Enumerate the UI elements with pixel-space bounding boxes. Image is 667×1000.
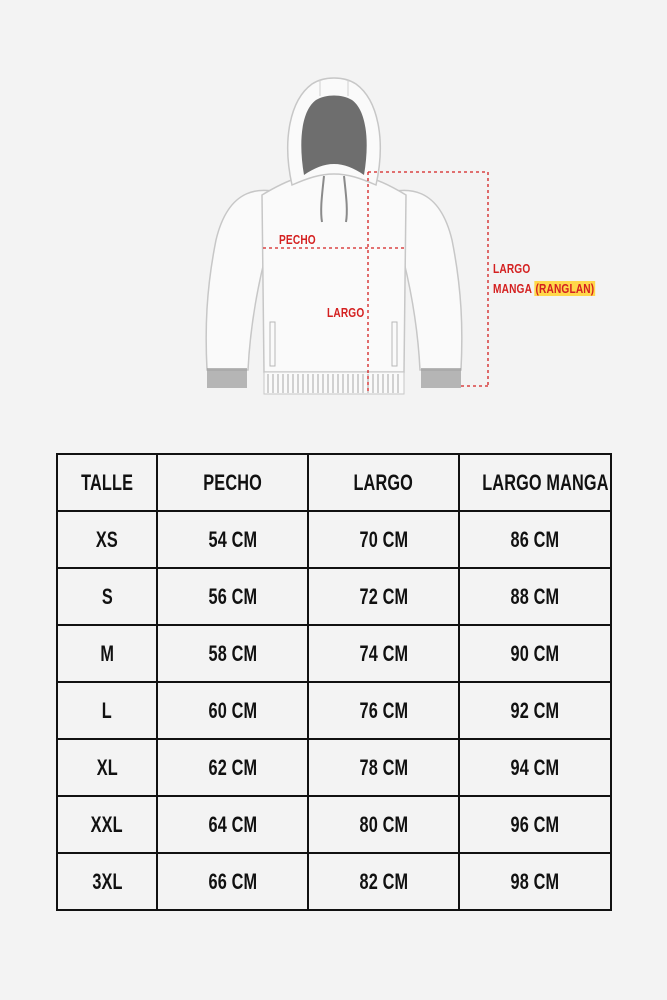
hoodie-right-cuff	[421, 368, 461, 388]
hoodie-left-cuff	[207, 368, 247, 388]
sleeve-cell: 98 CM	[459, 853, 611, 910]
table-row	[57, 682, 611, 739]
size-cell: 3XL	[57, 853, 157, 910]
table-row	[57, 739, 611, 796]
size-cell: XXL	[57, 796, 157, 853]
hoodie-hood-inner	[301, 96, 366, 176]
table-row	[57, 796, 611, 853]
length-label: LARGO	[327, 305, 365, 320]
length-cell: 76 CM	[308, 682, 459, 739]
sleeve-label-ranglan: (RANGLAN)	[535, 281, 595, 296]
size-cell: L	[57, 682, 157, 739]
length-cell: 82 CM	[308, 853, 459, 910]
sleeve-cell: 94 CM	[459, 739, 611, 796]
chest-cell: 54 CM	[157, 511, 308, 568]
hoodie-body	[262, 172, 406, 372]
length-cell: 80 CM	[308, 796, 459, 853]
header-largo: LARGO	[308, 454, 459, 511]
header-talle: TALLE	[57, 454, 157, 511]
size-table	[56, 453, 612, 911]
chest-cell: 64 CM	[157, 796, 308, 853]
length-cell: 78 CM	[308, 739, 459, 796]
table-row	[57, 625, 611, 682]
header-largo-manga: LARGO MANGA	[459, 454, 611, 511]
size-cell: M	[57, 625, 157, 682]
length-cell: 72 CM	[308, 568, 459, 625]
sleeve-label-manga: MANGA	[493, 281, 532, 296]
table-row	[57, 853, 611, 910]
chest-cell: 56 CM	[157, 568, 308, 625]
chest-cell: 66 CM	[157, 853, 308, 910]
header-pecho: PECHO	[157, 454, 308, 511]
size-cell: XL	[57, 739, 157, 796]
chest-label: PECHO	[279, 232, 316, 247]
table-row	[57, 511, 611, 568]
length-cell: 74 CM	[308, 625, 459, 682]
size-cell: S	[57, 568, 157, 625]
chest-cell: 62 CM	[157, 739, 308, 796]
sleeve-cell: 92 CM	[459, 682, 611, 739]
hoodie-waistband	[264, 372, 404, 394]
table-row	[57, 568, 611, 625]
sleeve-cell: 88 CM	[459, 568, 611, 625]
sleeve-label-line2	[493, 282, 595, 296]
chest-cell: 58 CM	[157, 625, 308, 682]
size-cell: XS	[57, 511, 157, 568]
chest-cell: 60 CM	[157, 682, 308, 739]
hoodie-illustration	[0, 0, 667, 420]
sleeve-cell: 96 CM	[459, 796, 611, 853]
sleeve-cell: 90 CM	[459, 625, 611, 682]
hoodie-diagram	[0, 0, 667, 420]
sleeve-label-line1: LARGO	[493, 261, 531, 276]
length-cell: 70 CM	[308, 511, 459, 568]
table-header-row	[57, 454, 611, 511]
sleeve-cell: 86 CM	[459, 511, 611, 568]
